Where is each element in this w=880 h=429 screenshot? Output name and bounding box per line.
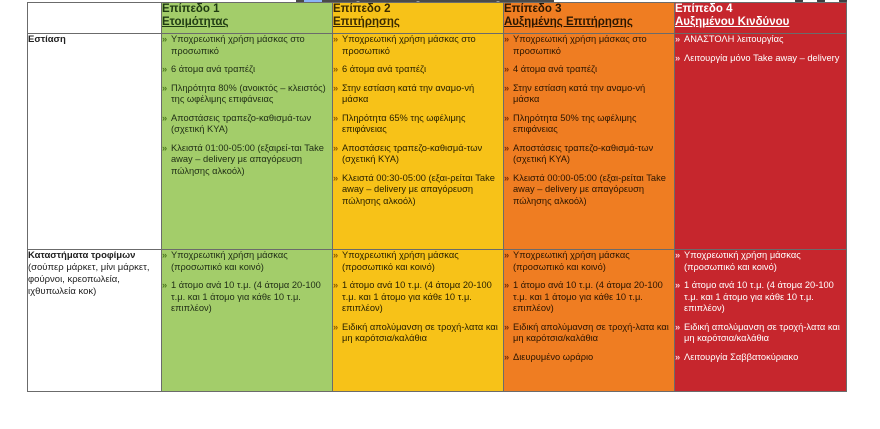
level-1-number: Επίπεδο 1: [162, 3, 220, 15]
measure-item: » 1 άτομο ανά 10 τ.μ. (4 άτομα 20-100 τ.μ. και 1 άτομο για κάθε 10 τ.μ. επιπλέον): [675, 280, 846, 315]
measure-item: » Ειδική απολύμανση σε τροχή-λατα και μη καρότσια/καλάθια: [675, 322, 846, 345]
measure-item: » ΑΝΑΣΤΟΛΗ λειτουργίας: [675, 34, 846, 46]
header-row: [28, 3, 847, 34]
level-1-header: [162, 3, 333, 34]
measure-item: » Υποχρεωτική χρήση μάσκας στο προσωπικό: [162, 34, 332, 57]
level-2-name: Επιτήρησης: [333, 16, 400, 28]
measure-item: » Στην εστίαση κατά την αναμο-νή μάσκα: [504, 83, 674, 106]
measure-item: » Υποχρεωτική χρήση μάσκας (προσωπικό και κοινό): [675, 250, 846, 273]
food-stores-level-3: [504, 250, 675, 392]
dining-level-4: [675, 34, 847, 250]
level-4-name: Αυξημένου Κινδύνου: [675, 16, 790, 28]
corner-cell: [28, 3, 162, 34]
dining-level-2: [333, 34, 504, 250]
measure-item: » Κλειστά 00:30-05:00 (εξαι-ρείται Take away – delivery με απαγόρευση πώλησης αλκοόλ): [333, 173, 503, 208]
measure-item: » Κλειστά 00:00-05:00 (εξαι-ρείται Take away – delivery με απαγόρευση πώλησης αλκοόλ): [504, 173, 674, 208]
measure-item: » 1 άτομο ανά 10 τ.μ. (4 άτομα 20-100 τ.μ. και 1 άτομο για κάθε 10 τ.μ. επιπλέον): [333, 280, 503, 315]
level-4-header: [675, 3, 847, 34]
measure-item: » Υποχρεωτική χρήση μάσκας (προσωπικό και κοινό): [504, 250, 674, 273]
measure-item: » Υποχρεωτική χρήση μάσκας στο προσωπικό: [504, 34, 674, 57]
measure-item: » Υποχρεωτική χρήση μάσκας (προσωπικό και κοινό): [333, 250, 503, 273]
level-3-number: Επίπεδο 3: [504, 3, 562, 15]
row-header-dining: [28, 34, 162, 250]
measure-item: » Πληρότητα 80% (ανοικτός – κλειστός) της ωφέλιμης επιφάνειας: [162, 83, 332, 106]
measure-item: » Αποστάσεις τραπεζο-καθισμά-των (σχετική ΚΥΑ): [162, 113, 332, 136]
level-2-number: Επίπεδο 2: [333, 3, 391, 15]
measure-item: » 6 άτομα ανά τραπέζι: [333, 64, 503, 76]
measure-item: » Λειτουργία Σαββατοκύριακο: [675, 352, 846, 364]
row-food-stores: [28, 250, 847, 392]
dining-level-3: [504, 34, 675, 250]
measure-item: » Λειτουργία μόνο Take away – delivery: [675, 53, 846, 65]
level-3-header: [504, 3, 675, 34]
dining-level-1: [162, 34, 333, 250]
measure-item: » 6 άτομα ανά τραπέζι: [162, 64, 332, 76]
measure-item: » Διευρυμένο ωράριο: [504, 352, 674, 364]
measure-item: » 4 άτομα ανά τραπέζι: [504, 64, 674, 76]
row-title: Καταστήματα τροφίμων: [28, 250, 136, 261]
measure-item: » Κλειστά 01:00-05:00 (εξαιρεί-ται Take away – delivery με απαγόρευση πώλησης αλκοόλ): [162, 143, 332, 178]
measure-item: » Ειδική απολύμανση σε τροχή-λατα και μη καρότσια/καλάθια: [504, 322, 674, 345]
measure-item: » Αποστάσεις τραπεζο-καθισμά-των (σχετική ΚΥΑ): [504, 143, 674, 166]
measures-table: [27, 2, 847, 392]
measure-item: » Υποχρεωτική χρήση μάσκας στο προσωπικό: [333, 34, 503, 57]
measure-item: » 1 άτομο ανά 10 τ.μ. (4 άτομα 20-100 τ.μ. και 1 άτομο για κάθε 10 τ.μ. επιπλέον): [504, 280, 674, 315]
measure-item: » Ειδική απολύμανση σε τροχή-λατα και μη καρότσια/καλάθια: [333, 322, 503, 345]
row-dining: [28, 34, 847, 250]
level-4-number: Επίπεδο 4: [675, 3, 733, 15]
measure-item: » Πληρότητα 50% της ωφέλιμης επιφάνειας: [504, 113, 674, 136]
level-2-header: [333, 3, 504, 34]
row-subtitle: (σούπερ μάρκετ, μίνι μάρκετ, φούρνοι, κρεοπωλεία, ιχθυπωλεία κοκ): [28, 262, 150, 297]
row-header-food-stores: [28, 250, 162, 392]
measure-item: » Αποστάσεις τραπεζο-καθισμά-των (σχετική ΚΥΑ): [333, 143, 503, 166]
measure-item: » Στην εστίαση κατά την αναμο-νή μάσκα: [333, 83, 503, 106]
row-title: Εστίαση: [28, 34, 66, 45]
level-3-name: Αυξημένης Επιτήρησης: [504, 16, 633, 28]
food-stores-level-2: [333, 250, 504, 392]
measure-item: » Πληρότητα 65% της ωφέλιμης επιφάνειας: [333, 113, 503, 136]
measure-item: » Υποχρεωτική χρήση μάσκας (προσωπικό και κοινό): [162, 250, 332, 273]
food-stores-level-4: [675, 250, 847, 392]
measure-item: » 1 άτομο ανά 10 τ.μ. (4 άτομα 20-100 τ.μ. και 1 άτομο για κάθε 10 τ.μ. επιπλέον): [162, 280, 332, 315]
level-1-name: Ετοιμότητας: [162, 16, 229, 28]
food-stores-level-1: [162, 250, 333, 392]
